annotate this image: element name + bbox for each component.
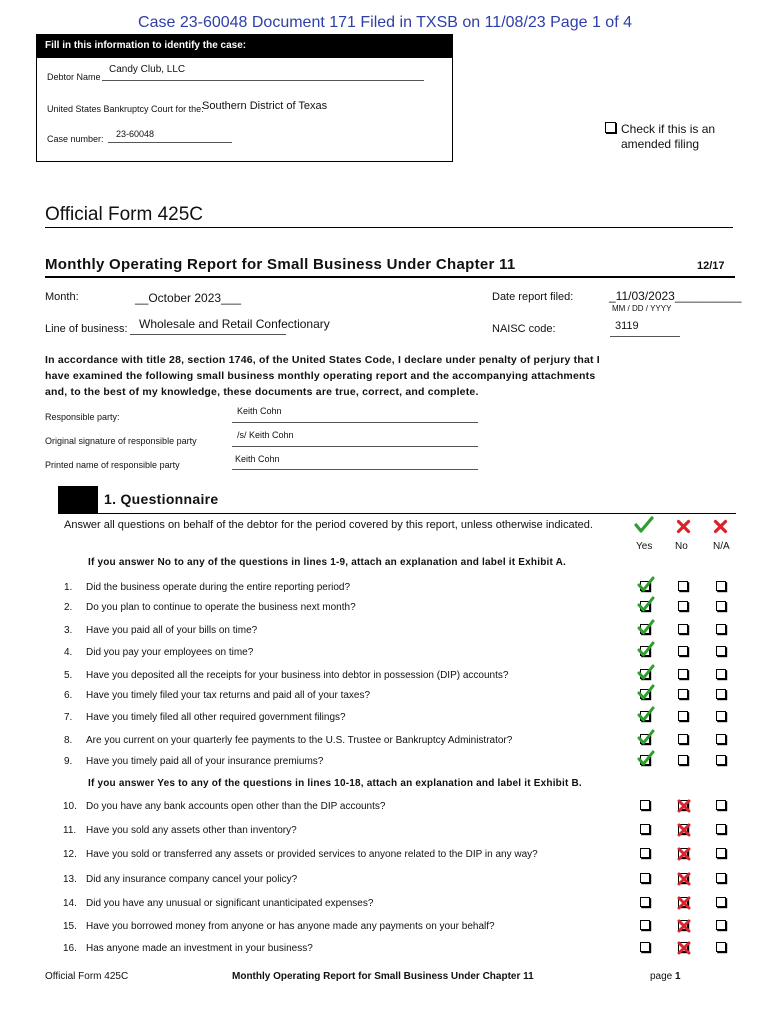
question-number: 14. <box>63 898 77 909</box>
case-number-value: 23-60048 <box>116 129 155 139</box>
answer-checkbox-na[interactable] <box>716 873 726 883</box>
answer-checkbox-no[interactable] <box>678 711 688 721</box>
answer-checkbox-na[interactable] <box>716 897 726 907</box>
column-yes-header: Yes <box>636 541 653 552</box>
question-number: 4. <box>64 647 73 658</box>
question-text: Have you deposited all the receipts for your business into debtor in possession (DIP) accounts? <box>86 670 509 681</box>
question-text: Did any insurance company cancel your policy? <box>86 874 298 885</box>
form-revision: 12/17 <box>697 260 725 272</box>
answer-checkbox-yes[interactable] <box>640 848 650 858</box>
question-text: Have you paid all of your bills on time? <box>86 625 258 636</box>
responsible-party-value: Keith Cohn <box>237 406 282 416</box>
naisc-code-value: 3119 <box>615 320 639 332</box>
answer-checkbox-na[interactable] <box>716 624 726 634</box>
date-filed-value: _11/03/2023__________ <box>609 289 742 303</box>
line-of-business-label: Line of business: <box>45 323 128 335</box>
column-na-header: N/A <box>713 541 730 552</box>
debtor-name-line <box>102 80 424 81</box>
case-number-line <box>108 142 232 143</box>
question-number: 6. <box>64 690 73 701</box>
question-number: 11. <box>63 825 77 836</box>
red-x-icon <box>677 847 691 861</box>
month-value: __October 2023___ <box>135 291 242 305</box>
question-text: Did you have any unusual or significant unanticipated expenses? <box>86 898 374 909</box>
amended-filing-label: Check if this is an amended filing <box>621 122 716 151</box>
question-number: 10. <box>63 801 77 812</box>
report-title-divider <box>45 276 735 278</box>
question-number: 8. <box>64 735 73 746</box>
answer-checkbox-na[interactable] <box>716 581 726 591</box>
naisc-code-label: NAISC code: <box>492 323 556 335</box>
exhibit-a-instruction: If you answer No to any of the questions in lines 1-9, attach an explanation and label it Exhibit A. <box>88 557 567 568</box>
footer-title: Monthly Operating Report for Small Business Under Chapter 11 <box>232 971 534 982</box>
question-number: 13. <box>63 874 77 885</box>
printed-name-label: Printed name of responsible party <box>45 460 180 470</box>
answer-checkbox-na[interactable] <box>716 669 726 679</box>
answer-checkbox-no[interactable] <box>678 601 688 611</box>
red-x-icon <box>677 799 691 813</box>
debtor-name-value: Candy Club, LLC <box>109 64 186 75</box>
case-number-label: Case number: <box>47 134 104 144</box>
question-text: Have you timely filed all other required government filings? <box>86 712 346 723</box>
red-x-icon <box>677 941 691 955</box>
answer-checkbox-no[interactable] <box>678 646 688 656</box>
question-text: Have you sold or transferred any assets or provided services to anyone related to the DIP in any way? <box>86 849 538 860</box>
question-text: Are you current on your quarterly fee payments to the U.S. Trustee or Bankruptcy Administrator? <box>86 735 513 746</box>
answer-checkbox-yes[interactable] <box>640 824 650 834</box>
green-check-icon <box>634 516 654 534</box>
answer-checkbox-na[interactable] <box>716 848 726 858</box>
debtor-name-label: Debtor Name <box>47 72 101 82</box>
answer-checkbox-no[interactable] <box>678 755 688 765</box>
question-number: 12. <box>63 849 77 860</box>
question-text: Have you borrowed money from anyone or has anyone made any payments on your behalf? <box>86 921 495 932</box>
exhibit-b-instruction: If you answer Yes to any of the questions in lines 10-18, attach an explanation and label it Exhibit B. <box>88 778 582 789</box>
answer-checkbox-no[interactable] <box>678 734 688 744</box>
question-number: 2. <box>64 602 73 613</box>
green-check-icon <box>637 750 655 766</box>
form-name: Official Form 425C <box>45 204 204 225</box>
question-text: Have you timely filed your tax returns and paid all of your taxes? <box>86 690 371 701</box>
case-info-heading: Fill in this information to identify the case: <box>36 34 453 58</box>
green-check-icon <box>637 706 655 722</box>
question-text: Have you sold any assets other than inventory? <box>86 825 297 836</box>
printed-name-line <box>232 469 478 470</box>
answer-checkbox-yes[interactable] <box>640 873 650 883</box>
red-x-icon <box>677 823 691 837</box>
answer-checkbox-na[interactable] <box>716 711 726 721</box>
green-check-icon <box>637 684 655 700</box>
answer-checkbox-na[interactable] <box>716 920 726 930</box>
question-text: Do you have any bank accounts open other than the DIP accounts? <box>86 801 386 812</box>
question-number: 1. <box>64 582 73 593</box>
questionnaire-divider <box>58 513 736 514</box>
red-x-icon <box>677 919 691 933</box>
question-number: 16. <box>63 943 77 954</box>
signature-line <box>232 446 478 447</box>
question-text: Do you plan to continue to operate the business next month? <box>86 602 356 613</box>
red-x-icon <box>677 872 691 886</box>
answer-checkbox-na[interactable] <box>716 942 726 952</box>
printed-name-value: Keith Cohn <box>235 454 280 464</box>
question-text: Have you timely paid all of your insurance premiums? <box>86 756 324 767</box>
answer-checkbox-yes[interactable] <box>640 800 650 810</box>
court-label: United States Bankruptcy Court for the: <box>47 104 204 114</box>
answer-checkbox-na[interactable] <box>716 601 726 611</box>
answer-checkbox-no[interactable] <box>678 689 688 699</box>
court-value: Southern District of Texas <box>202 100 328 112</box>
footer-form-name: Official Form 425C <box>45 971 129 982</box>
section-marker <box>58 486 98 514</box>
perjury-declaration: In accordance with title 28, section 1746, of the United States Code, I declare under penalty of perjury that I have examined the following small business monthly operating report and the accompanying attachments and, to the best of my knowledge, these documents are true, correct, and complete. <box>45 354 600 398</box>
red-x-icon <box>713 519 728 534</box>
question-text: Did the business operate during the entire reporting period? <box>86 582 351 593</box>
question-text: Has anyone made an investment in your business? <box>86 943 313 954</box>
red-x-icon <box>676 519 691 534</box>
answer-checkbox-yes[interactable] <box>640 920 650 930</box>
question-number: 7. <box>64 712 73 723</box>
date-format-hint: MM / DD / YYYY <box>612 304 672 313</box>
answer-checkbox-na[interactable] <box>716 689 726 699</box>
green-check-icon <box>637 664 655 680</box>
question-number: 3. <box>64 625 73 636</box>
answer-checkbox-no[interactable] <box>678 581 688 591</box>
answer-checkbox-na[interactable] <box>716 734 726 744</box>
title-divider <box>45 227 733 228</box>
responsible-party-line <box>232 422 478 423</box>
footer-page <box>650 971 681 982</box>
question-text: Did you pay your employees on time? <box>86 647 254 658</box>
responsible-party-label: Responsible party: <box>45 412 120 422</box>
line-of-business-line <box>130 334 286 335</box>
date-filed-label: Date report filed: <box>492 291 574 303</box>
column-no-header: No <box>675 541 688 552</box>
answer-checkbox-na[interactable] <box>716 646 726 656</box>
green-check-icon <box>637 729 655 745</box>
court-filing-stamp: Case 23-60048 Document 171 Filed in TXSB on 11/08/23 Page 1 of 4 <box>138 14 632 31</box>
amended-filing-checkbox[interactable] <box>605 122 616 133</box>
red-x-icon <box>677 896 691 910</box>
report-title: Monthly Operating Report for Small Business Under Chapter 11 <box>45 256 516 273</box>
answer-checkbox-na[interactable] <box>716 755 726 765</box>
footer-page-label: page <box>650 971 673 982</box>
line-of-business-value: Wholesale and Retail Confectionary <box>139 317 330 331</box>
questionnaire-intro: Answer all questions on behalf of the debtor for the period covered by this report, unless otherwise indicated. <box>64 519 593 531</box>
month-label: Month: <box>45 291 79 303</box>
signature-value: /s/ Keith Cohn <box>237 430 294 440</box>
green-check-icon <box>637 576 655 592</box>
signature-label: Original signature of responsible party <box>45 436 197 446</box>
naisc-code-line <box>610 336 680 337</box>
green-check-icon <box>637 641 655 657</box>
question-number: 5. <box>64 670 73 681</box>
answer-checkbox-no[interactable] <box>678 624 688 634</box>
green-check-icon <box>637 619 655 635</box>
answer-checkbox-no[interactable] <box>678 669 688 679</box>
footer-page-number: 1 <box>675 971 681 982</box>
green-check-icon <box>637 596 655 612</box>
question-number: 9. <box>64 756 73 767</box>
answer-checkbox-yes[interactable] <box>640 897 650 907</box>
answer-checkbox-yes[interactable] <box>640 942 650 952</box>
question-number: 15. <box>63 921 77 932</box>
questionnaire-title: 1. Questionnaire <box>104 491 219 507</box>
answer-checkbox-na[interactable] <box>716 824 726 834</box>
answer-checkbox-na[interactable] <box>716 800 726 810</box>
